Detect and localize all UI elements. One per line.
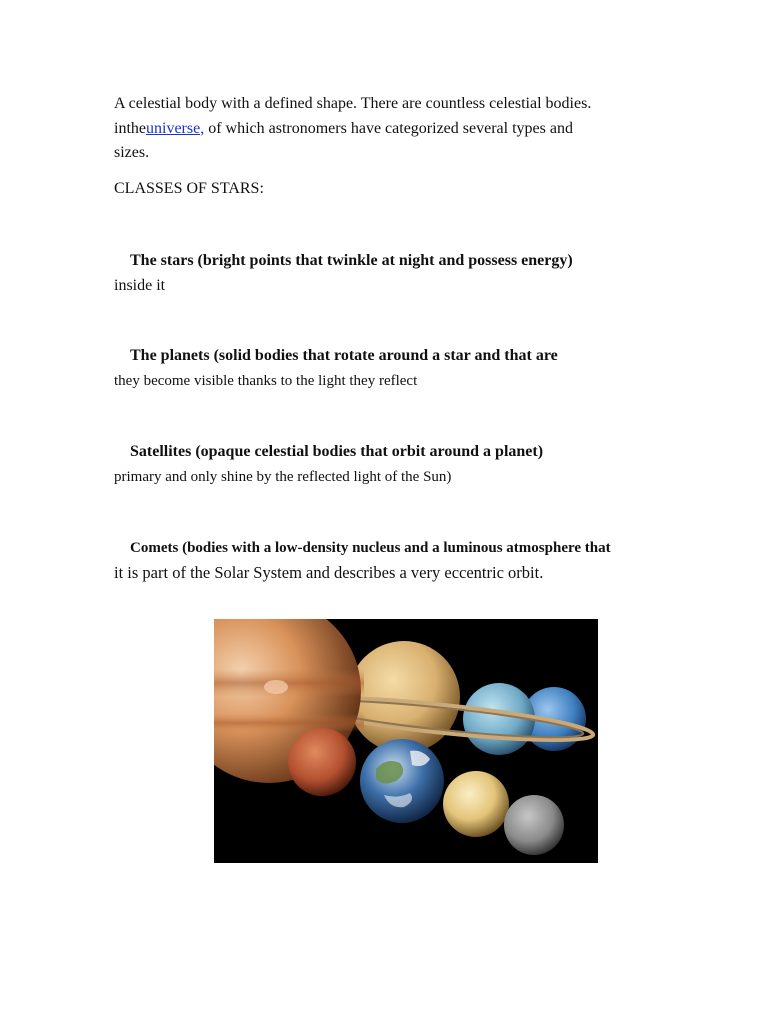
item-title: Satellites (opaque celestial bodies that orbit around a planet) — [130, 443, 544, 460]
intro-line-2-suffix: of which astronomers have categorized several types and — [204, 119, 573, 137]
earth-icon — [360, 739, 444, 823]
item-continuation: they become visible thanks to the light they reflect — [114, 372, 418, 389]
list-item — [114, 249, 654, 298]
item-continuation: primary and only shine by the reflected light of the Sun) — [114, 468, 452, 485]
item-continuation: it is part of the Solar System and describes a very eccentric orbit. — [114, 562, 544, 582]
list-item — [114, 536, 654, 585]
item-title: The stars (bright points that twinkle at night and possess energy) — [130, 252, 573, 269]
list-item — [114, 440, 654, 489]
item-title: Comets (bodies with a low-density nucleus and a luminous atmosphere that — [130, 540, 611, 556]
intro-line-3: sizes. — [114, 144, 150, 161]
intro-line-1: A celestial body with a defined shape. There are countless celestial bodies. — [114, 95, 592, 112]
item-continuation: inside it — [114, 276, 166, 294]
mars-icon — [288, 728, 356, 796]
universe-link[interactable]: universe, — [146, 119, 205, 137]
solar-system-planets-image — [214, 619, 598, 863]
intro-paragraph — [114, 92, 654, 166]
list-item — [114, 344, 654, 393]
solar-system-image — [214, 619, 598, 863]
venus-icon — [443, 771, 509, 837]
item-title: The planets (solid bodies that rotate around a star and that are — [130, 347, 558, 364]
mercury-icon — [504, 795, 564, 855]
section-heading: CLASSES OF STARS: — [114, 180, 264, 197]
intro-line-2-prefix: inthe — [114, 119, 146, 137]
